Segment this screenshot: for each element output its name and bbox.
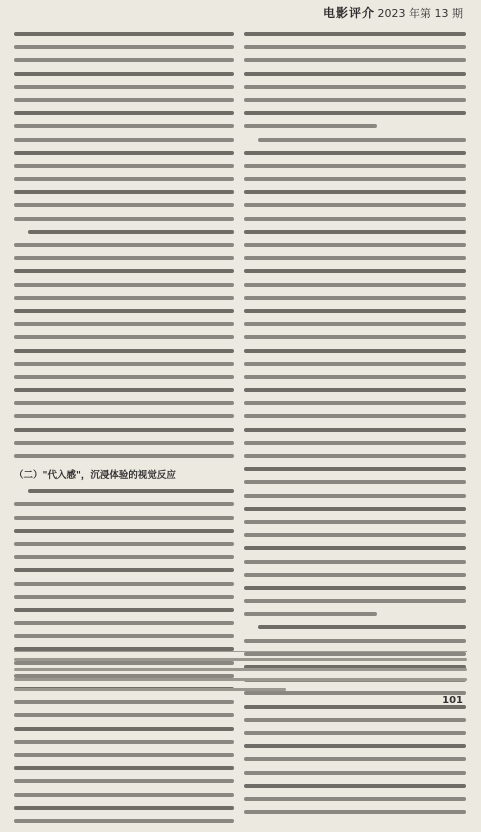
text-line — [244, 190, 466, 194]
text-line — [14, 217, 234, 221]
text-line — [14, 793, 234, 797]
text-line — [14, 502, 234, 506]
text-line — [244, 375, 466, 379]
text-line — [244, 98, 466, 102]
text-line — [14, 58, 234, 62]
text-line — [244, 362, 466, 366]
text-line — [14, 658, 467, 661]
text-line — [244, 203, 466, 207]
text-line — [14, 678, 467, 681]
text-line — [244, 533, 466, 537]
text-line — [244, 757, 466, 761]
text-line — [14, 441, 234, 445]
text-line — [244, 612, 377, 616]
text-line — [244, 718, 466, 722]
text-line — [244, 177, 466, 181]
text-line — [244, 388, 466, 392]
text-line — [14, 296, 234, 300]
text-line — [14, 595, 234, 599]
text-line — [14, 190, 234, 194]
text-line — [244, 546, 466, 550]
text-line — [14, 269, 234, 273]
text-line — [244, 467, 466, 471]
text-line — [244, 164, 466, 168]
text-line — [14, 151, 234, 155]
text-line — [258, 625, 466, 629]
page-number: 101 — [442, 695, 463, 706]
text-line — [244, 349, 466, 353]
text-line — [244, 441, 466, 445]
text-line — [14, 779, 234, 783]
text-line — [244, 217, 466, 221]
text-line — [244, 283, 466, 287]
text-line — [244, 269, 466, 273]
text-line — [14, 766, 234, 770]
text-line — [244, 771, 466, 775]
text-line — [244, 401, 466, 405]
text-line — [14, 516, 234, 520]
issue-number: 2023 年第 13 期 — [377, 7, 463, 20]
text-line — [244, 335, 466, 339]
text-line — [14, 177, 234, 181]
running-header — [0, 4, 481, 22]
text-line — [244, 243, 466, 247]
text-line — [244, 784, 466, 788]
text-line — [14, 555, 234, 559]
text-line — [244, 309, 466, 313]
text-line — [244, 45, 466, 49]
text-line — [244, 124, 377, 128]
text-line — [244, 428, 466, 432]
text-line — [14, 819, 234, 823]
text-line — [14, 138, 234, 142]
text-line — [14, 203, 234, 207]
text-line — [244, 85, 466, 89]
text-line — [14, 45, 234, 49]
text-line — [14, 283, 234, 287]
footnotes — [14, 651, 467, 698]
text-line — [244, 72, 466, 76]
text-line — [244, 454, 466, 458]
section-heading: （二）"代入感"，沉浸体验的视觉反应 — [14, 470, 176, 482]
text-line — [14, 428, 234, 432]
text-line — [244, 256, 466, 260]
text-line — [244, 32, 466, 36]
text-line — [14, 688, 286, 691]
text-line — [244, 414, 466, 418]
text-line — [14, 806, 234, 810]
text-line — [14, 111, 234, 115]
text-line — [244, 230, 466, 234]
text-line — [14, 634, 234, 638]
text-line — [14, 542, 234, 546]
text-line — [14, 713, 234, 717]
text-line — [244, 111, 466, 115]
text-line — [14, 414, 234, 418]
text-line — [14, 582, 234, 586]
text-line — [244, 507, 466, 511]
text-line — [244, 599, 466, 603]
text-line — [244, 296, 466, 300]
text-line — [14, 454, 234, 458]
text-line — [14, 32, 234, 36]
text-line — [14, 529, 234, 533]
text-line — [244, 560, 466, 564]
text-line — [14, 72, 234, 76]
text-line — [14, 700, 234, 704]
text-line — [244, 322, 466, 326]
text-line — [244, 151, 466, 155]
text-line — [244, 586, 466, 590]
text-line — [14, 98, 234, 102]
text-line — [14, 668, 467, 671]
text-line — [14, 309, 234, 313]
text-line — [14, 401, 234, 405]
text-line — [244, 480, 466, 484]
text-line — [14, 375, 234, 379]
text-line — [14, 727, 234, 731]
text-line — [244, 797, 466, 801]
text-line — [244, 744, 466, 748]
text-line — [244, 494, 466, 498]
text-line — [244, 58, 466, 62]
text-line — [244, 731, 466, 735]
text-line — [244, 639, 466, 643]
text-line — [14, 362, 234, 366]
text-line — [14, 608, 234, 612]
text-line — [14, 256, 234, 260]
text-line — [258, 138, 466, 142]
text-line — [14, 322, 234, 326]
journal-title: 电影评介 — [322, 6, 375, 20]
text-line — [28, 230, 234, 234]
left-column — [14, 32, 234, 832]
text-line — [14, 85, 234, 89]
text-line — [14, 568, 234, 572]
text-line — [244, 810, 466, 814]
text-line — [244, 705, 466, 709]
right-column — [244, 32, 466, 823]
text-line — [14, 164, 234, 168]
text-line — [14, 753, 234, 757]
text-line — [244, 520, 466, 524]
text-line — [14, 243, 234, 247]
text-line — [28, 489, 234, 493]
text-line — [14, 349, 234, 353]
text-line — [14, 124, 234, 128]
text-line — [14, 335, 234, 339]
text-line — [244, 573, 466, 577]
text-line — [14, 740, 234, 744]
text-line — [14, 621, 234, 625]
text-line — [14, 388, 234, 392]
